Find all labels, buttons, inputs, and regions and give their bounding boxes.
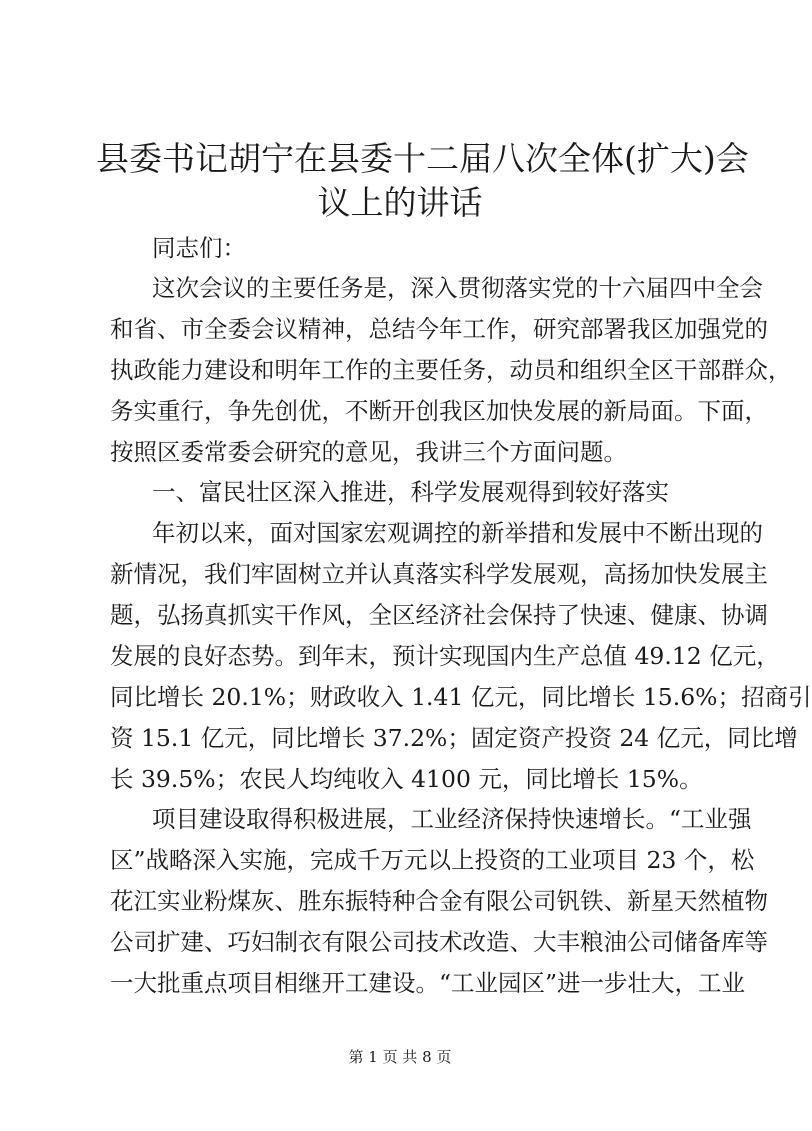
section-heading: 一、富民壮区深入推进，科学发展观得到较好落实: [152, 478, 669, 506]
paragraph-line: 项目建设取得积极进展，工业经济保持快速增长。“工业强: [152, 805, 752, 833]
paragraph-line: 公司扩建、巧妇制衣有限公司技术改造、大丰粮油公司储备库等: [110, 928, 768, 956]
salutation: 同志们：: [152, 234, 246, 262]
paragraph-line: 区”战略深入实施，完成千万元以上投资的工业项目 23 个，松: [110, 846, 755, 874]
paragraph-line: 同比增长 20.1%；财政收入 1.41 亿元，同比增长 15.6%；招商引: [110, 683, 812, 711]
page-number-footer: 第 1 页 共 8 页: [348, 1048, 452, 1066]
paragraph-line: 发展的良好态势。到年末，预计实现国内生产总值 49.12 亿元，: [110, 642, 780, 670]
paragraph-line: 资 15.1 亿元，同比增长 37.2%；固定资产投资 24 亿元，同比增: [110, 724, 798, 752]
paragraph-line: 花江实业粉煤灰、胜东振特种合金有限公司钒铁、新星天然植物: [110, 887, 768, 915]
paragraph-line: 一大批重点项目相继开工建设。“工业园区”进一步壮大，工业: [110, 969, 746, 997]
paragraph-line: 务实重行，争先创优，不断开创我区加快发展的新局面。下面，: [110, 397, 768, 425]
paragraph-line: 这次会议的主要任务是，深入贯彻落实党的十六届四中全会: [152, 274, 763, 302]
paragraph-line: 长 39.5%；农民人均纯收入 4100 元，同比增长 15%。: [110, 765, 703, 793]
paragraph-line: 和省、市全委会议精神，总结今年工作，研究部署我区加强党的: [110, 315, 768, 343]
document-title-line-2: 议上的讲话: [317, 183, 483, 222]
paragraph-line: 年初以来，面对国家宏观调控的新举措和发展中不断出现的: [152, 519, 763, 547]
document-title-line-1: 县委书记胡宁在县委十二届八次全体(扩大)会: [96, 139, 749, 178]
paragraph-line: 题，弘扬真抓实干作风，全区经济社会保持了快速、健康、协调: [110, 601, 768, 629]
paragraph-line: 按照区委常委会研究的意见，我讲三个方面问题。: [110, 438, 627, 466]
paragraph-line: 新情况，我们牢固树立并认真落实科学发展观，高扬加快发展主: [110, 560, 768, 588]
paragraph-line: 执政能力建设和明年工作的主要任务，动员和组织全区干部群众，: [110, 356, 792, 384]
